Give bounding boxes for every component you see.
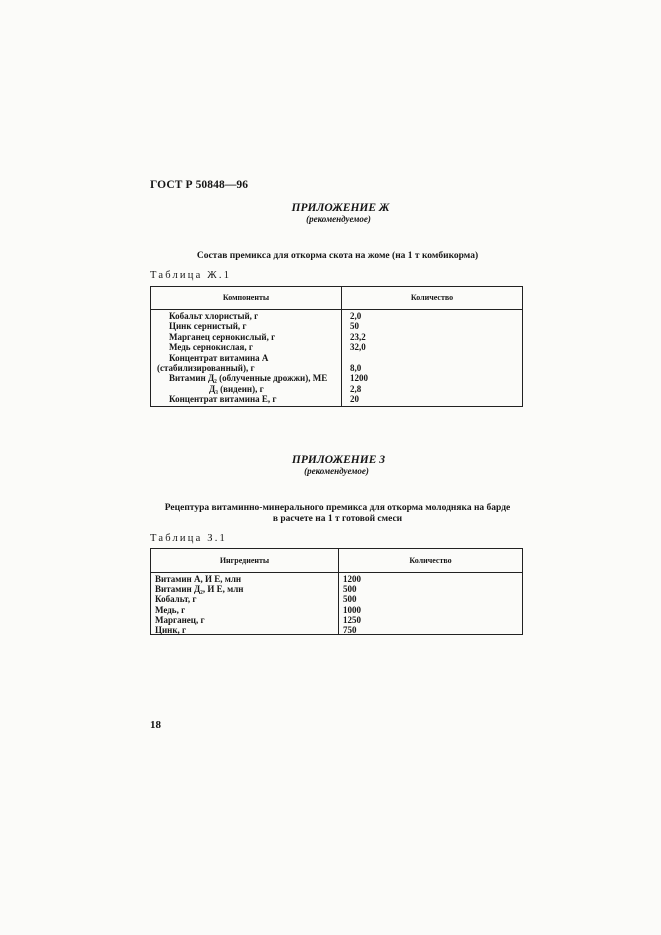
row-name: Кобальт, г — [155, 594, 197, 605]
row-name: Концентрат витамина А — [169, 352, 269, 363]
row-value: 50 — [350, 321, 359, 332]
row-value: 8,0 — [350, 362, 362, 373]
row-name: Кобальт хлористый, г — [169, 311, 259, 321]
row-name: Цинк сернистый, г — [169, 321, 247, 332]
row-value: 1200 — [350, 373, 368, 384]
table-zh1 — [150, 286, 523, 407]
column-header-components: Компоненты — [222, 293, 270, 302]
page-number: 18 — [150, 719, 161, 731]
table-row — [151, 332, 522, 342]
table-row — [151, 394, 522, 404]
table-z1-label: Таблица З.1 — [150, 533, 227, 544]
row-name: Концентрат витамина Е, г — [169, 394, 277, 405]
table-row — [151, 605, 522, 615]
table-row — [151, 615, 522, 625]
appendix-zh-title: ПРИЛОЖЕНИЕ Ж — [291, 202, 390, 214]
row-value: 23,2 — [350, 331, 366, 342]
row-name: Цинк, г — [155, 624, 187, 635]
row-name: Д₃ (видеин), г — [209, 383, 264, 394]
row-value: 500 — [343, 594, 357, 605]
table-zh1-label: Таблица Ж.1 — [150, 270, 232, 281]
table-z1 — [150, 548, 523, 635]
row-name: Медь сернокислая, г — [169, 342, 253, 353]
row-value: 2,0 — [350, 311, 362, 321]
column-header-quantity: Количество — [409, 556, 452, 565]
table-row — [151, 311, 522, 321]
row-value: 1250 — [343, 614, 361, 625]
table-row — [151, 594, 522, 604]
row-name: (стабилизированный), г — [157, 362, 255, 373]
row-value: 32,0 — [350, 342, 366, 353]
row-value: 2,8 — [350, 383, 362, 394]
appendix-z-heading-line1: Рецептура витаминно-минерального премикса для откорма молодняка на барде — [164, 503, 511, 513]
table-row — [151, 353, 522, 363]
row-value: 1000 — [343, 604, 361, 615]
table-row — [151, 363, 522, 373]
appendix-zh-subtitle: (рекомендуемое) — [306, 214, 371, 224]
row-name: Витамин Д₂, И Е, млн — [155, 584, 244, 595]
table-row — [151, 373, 522, 383]
row-name: Витамин Д₂ (облученные дрожжи), МЕ — [169, 373, 328, 384]
row-value: 500 — [343, 584, 357, 595]
table-row — [151, 625, 522, 635]
table-body — [151, 574, 522, 635]
row-name: Медь, г — [155, 604, 186, 615]
appendix-z-title: ПРИЛОЖЕНИЕ З — [291, 454, 386, 466]
appendix-z-heading — [0, 503, 661, 525]
row-name: Витамин А, И Е, млн — [155, 574, 242, 584]
row-name: Марганец, г — [155, 614, 205, 625]
appendix-z-heading-line2: в расчете на 1 т готовой смеси — [272, 514, 403, 524]
column-header-quantity: Количество — [410, 293, 454, 302]
table-row — [151, 384, 522, 394]
table-row — [151, 584, 522, 594]
table-row — [151, 321, 522, 331]
row-name: Марганец сернокислый, г — [169, 331, 276, 342]
table-body — [151, 311, 522, 405]
appendix-z-subtitle: (рекомендуемое) — [304, 466, 369, 476]
table-row — [151, 342, 522, 352]
row-value: 750 — [343, 624, 357, 635]
column-header-ingredients: Ингредиенты — [219, 556, 270, 565]
table-row — [151, 574, 522, 584]
appendix-zh-heading: Состав премикса для откорма скота на жоме (на 1 т комбикорма) — [196, 251, 479, 261]
row-value: 20 — [350, 394, 359, 405]
document-code: ГОСТ Р 50848—96 — [150, 179, 249, 191]
row-value: 1200 — [343, 574, 361, 584]
